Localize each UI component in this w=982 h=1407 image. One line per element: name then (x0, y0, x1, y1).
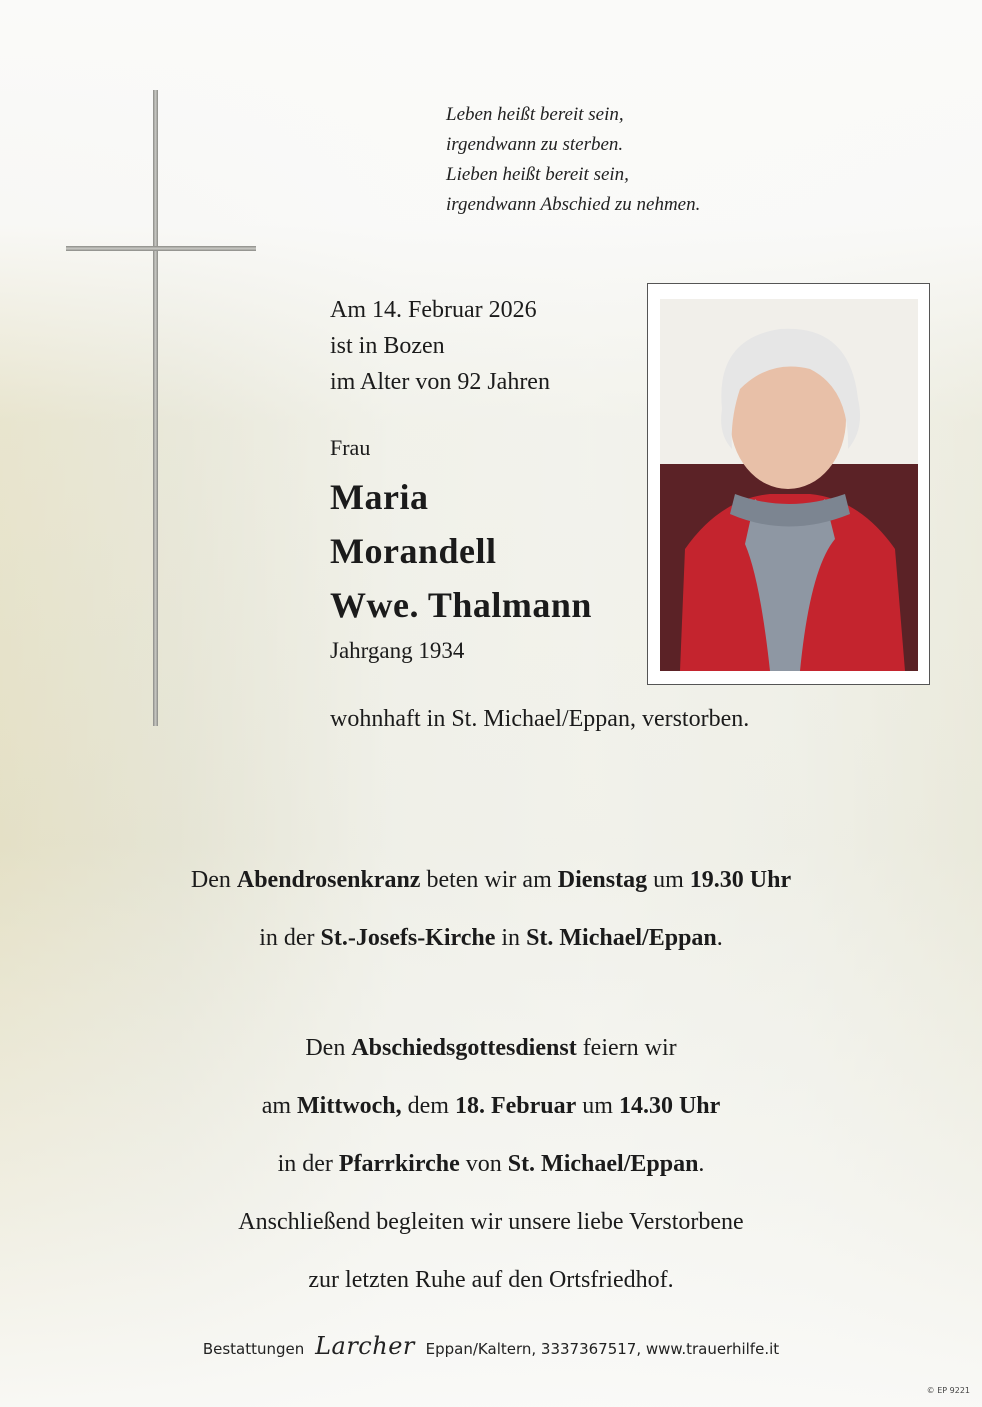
residence: wohnhaft in St. Michael/Eppan, verstorben. (330, 706, 750, 732)
cross-horizontal-bar (66, 246, 256, 251)
body-text: in der (259, 925, 321, 951)
body-text: zur letzten Ruhe auf den Ortsfriedhof. (308, 1267, 674, 1293)
body-text: in (495, 925, 527, 951)
poem (446, 100, 700, 220)
name-line: Morandell (330, 531, 497, 571)
funeral-home-logo: Larcher (315, 1332, 415, 1360)
body-text: . (698, 1151, 705, 1177)
body-text: in der (277, 1151, 339, 1177)
death-announcement (330, 292, 550, 400)
emphasis-text: Pfarrkirche (338, 1151, 460, 1177)
body-text: beten wir am (420, 867, 558, 893)
rosary-notice (0, 851, 982, 967)
birth-year: Jahrgang 1934 (330, 638, 465, 663)
service-line (0, 1019, 982, 1077)
body-text: am (261, 1093, 298, 1119)
intro-line: ist in Bozen (330, 333, 445, 359)
intro-line: im Alter von 92 Jahren (330, 369, 550, 395)
cross-vertical-bar (153, 90, 158, 726)
portrait-frame (647, 283, 930, 685)
footer-contact: Eppan/Kaltern, 3337367517, www.trauerhilfe.it (425, 1340, 780, 1358)
footer-prefix: Bestattungen (202, 1340, 305, 1358)
emphasis-text: St.-Josefs-Kirche (320, 925, 496, 951)
portrait-illustration (660, 299, 918, 671)
rosary-line (0, 851, 982, 909)
emphasis-text: St. Michael/Eppan (507, 1151, 699, 1177)
print-code: © EP 9221 (926, 1386, 970, 1395)
body-text: . (716, 925, 723, 951)
body-text: Den (305, 1035, 352, 1061)
service-line (0, 1135, 982, 1193)
body-text: Den (190, 867, 237, 893)
body-text: von (459, 1151, 508, 1177)
emphasis-text: Dienstag (557, 867, 648, 893)
poem-line: Lieben heißt bereit sein, (446, 164, 629, 185)
portrait-photo (660, 299, 918, 671)
body-text: um (647, 867, 690, 893)
body-text: Anschließend begleiten wir unsere liebe Verstorbene (238, 1209, 744, 1235)
poem-line: irgendwann zu sterben. (446, 134, 624, 155)
emphasis-text: 19.30 Uhr (689, 867, 792, 893)
service-line (0, 1077, 982, 1135)
deceased-name (330, 470, 592, 632)
emphasis-text: Abendrosenkranz (236, 867, 421, 893)
poem-line: Leben heißt bereit sein, (446, 104, 624, 125)
poem-line: irgendwann Abschied zu nehmen. (446, 194, 701, 215)
service-line (0, 1251, 982, 1309)
name-line: Maria (330, 477, 429, 517)
body-text: dem (401, 1093, 455, 1119)
emphasis-text: St. Michael/Eppan (526, 925, 717, 951)
body-text: um (576, 1093, 619, 1119)
emphasis-text: 14.30 Uhr (618, 1093, 721, 1119)
rosary-line (0, 909, 982, 967)
service-line (0, 1193, 982, 1251)
salutation: Frau (330, 435, 371, 460)
funeral-home-footer (0, 1332, 982, 1360)
emphasis-text: Mittwoch, (297, 1093, 402, 1119)
funeral-service-notice (0, 1019, 982, 1309)
emphasis-text: Abschiedsgottesdienst (351, 1035, 577, 1061)
body-text: feiern wir (576, 1035, 677, 1061)
intro-line: Am 14. Februar 2026 (330, 297, 537, 323)
emphasis-text: 18. Februar (454, 1093, 577, 1119)
name-line: Wwe. Thalmann (330, 585, 592, 625)
